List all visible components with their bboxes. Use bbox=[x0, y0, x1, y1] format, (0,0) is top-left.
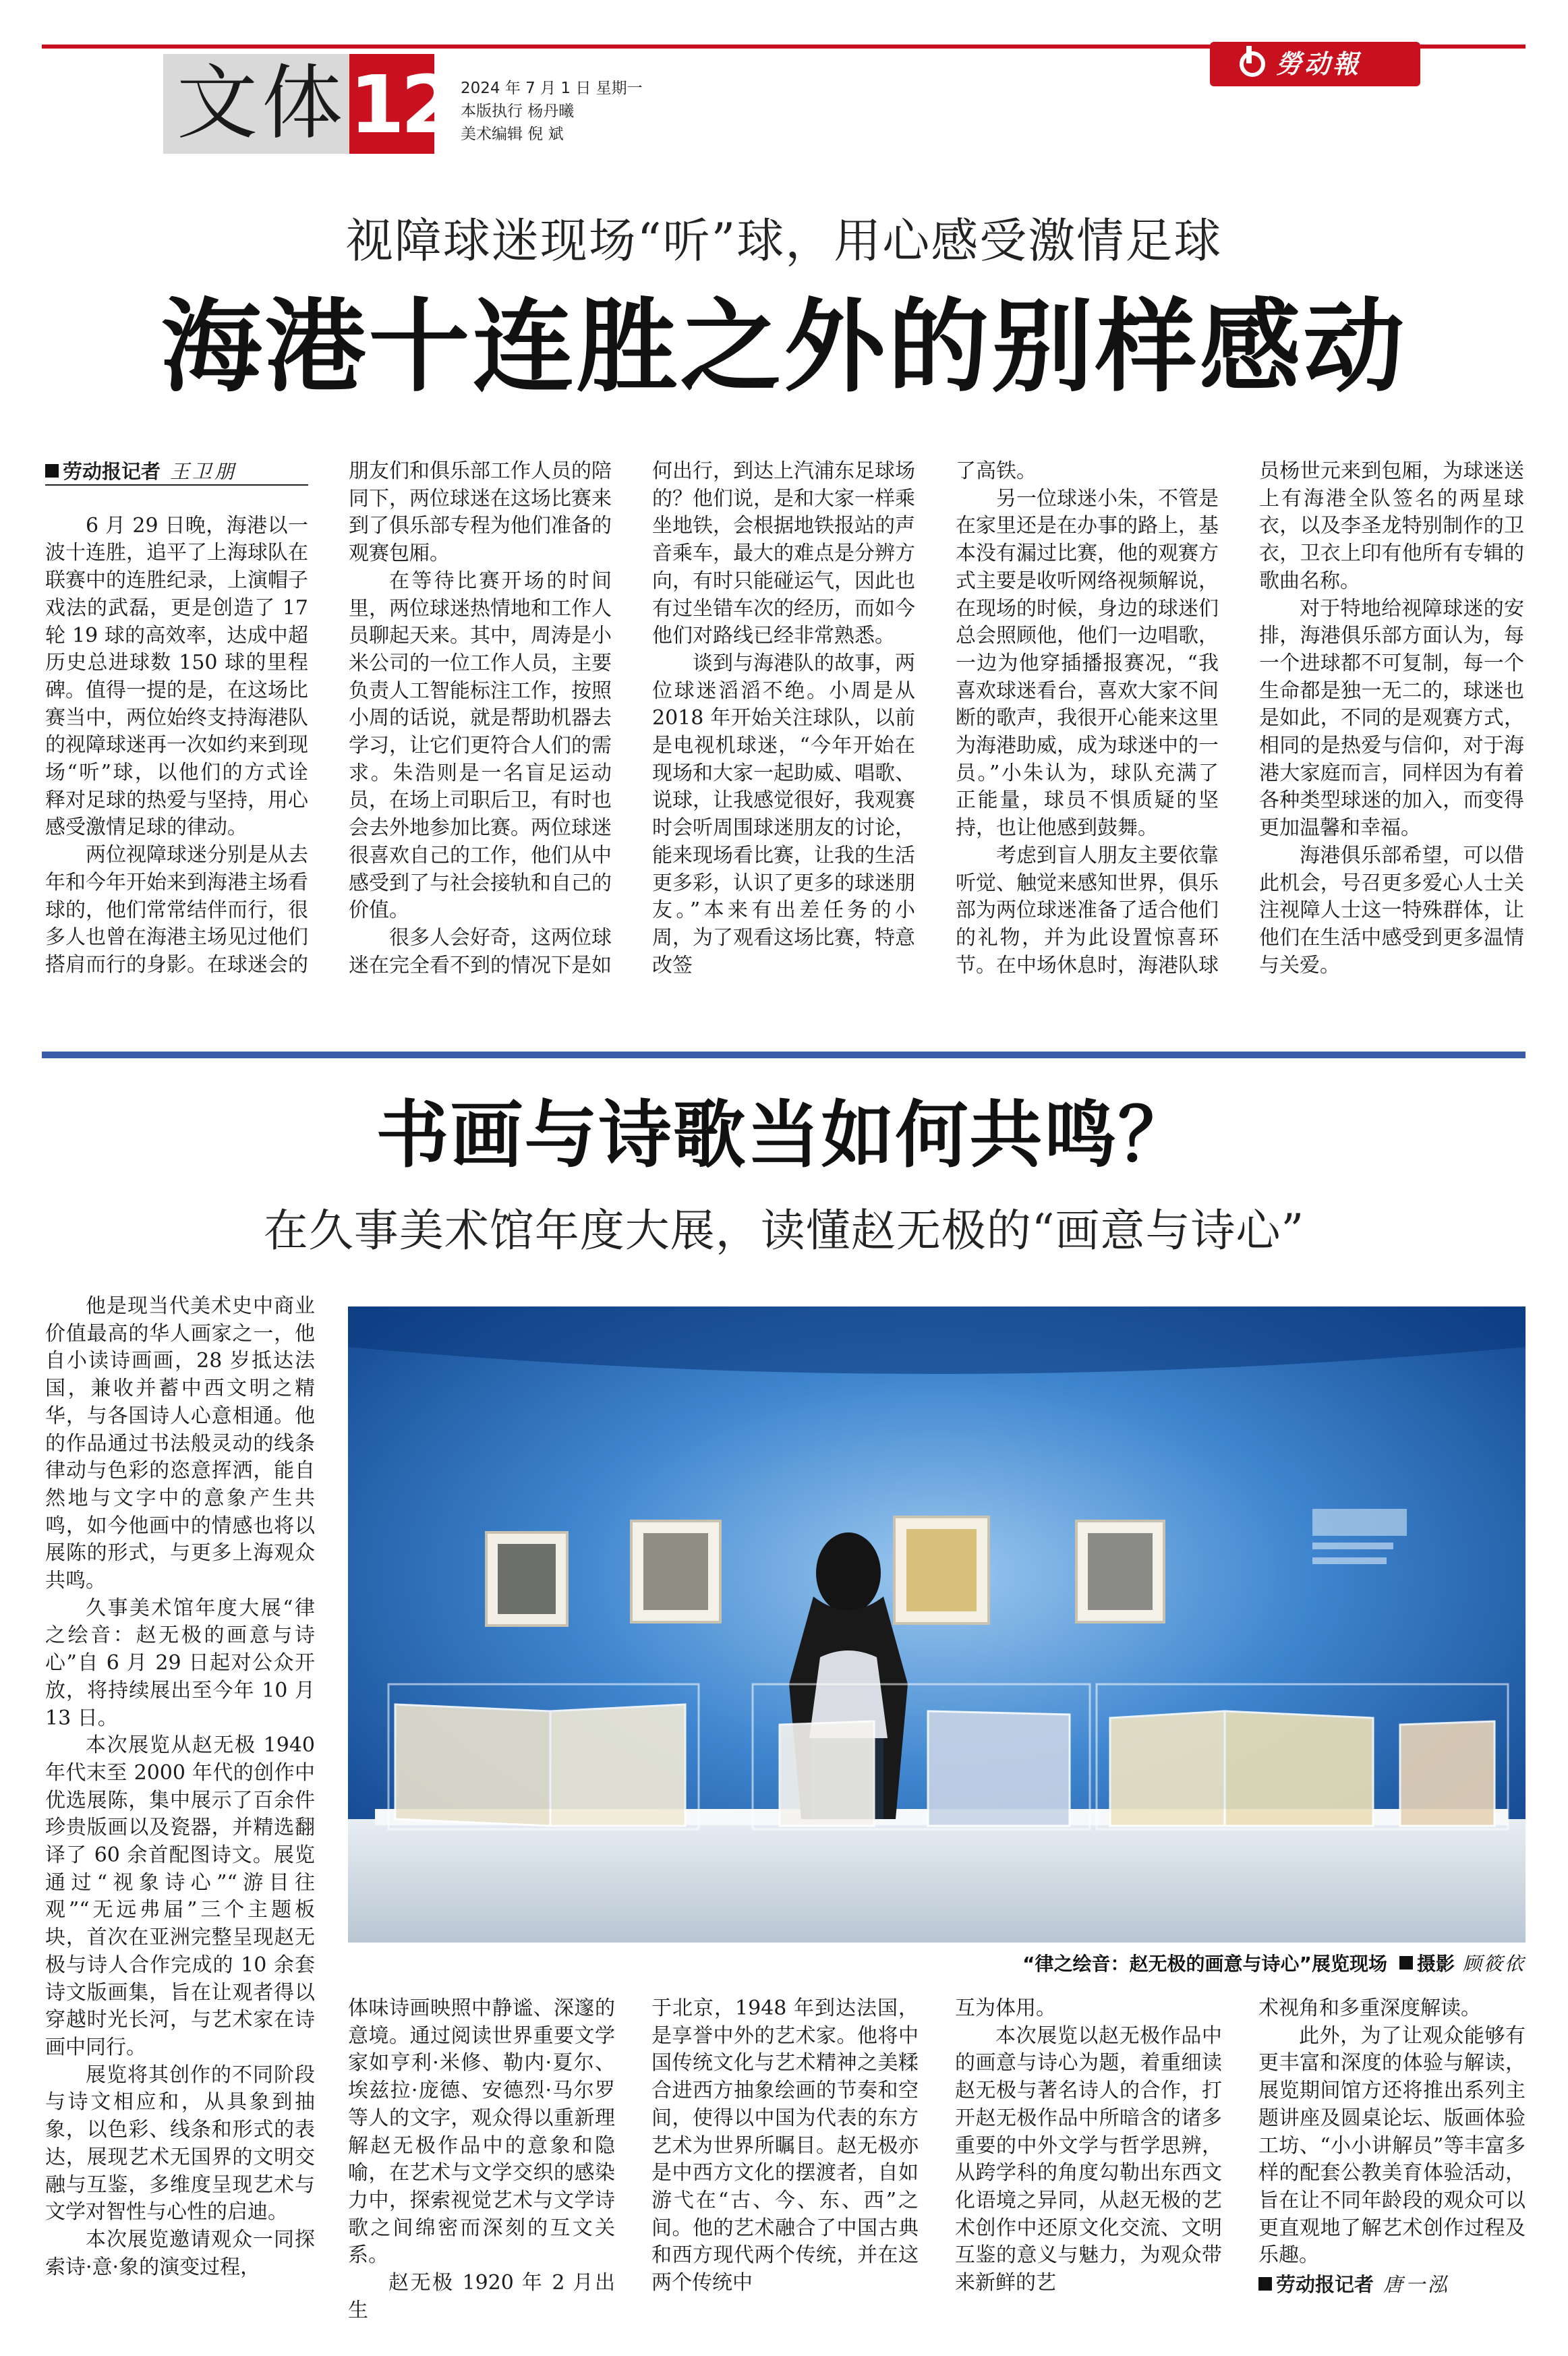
article2-column-1 bbox=[45, 1293, 315, 2281]
article2-subtitle: 在久事美术馆年度大展，读懂赵无极的“画意与诗心” bbox=[263, 1205, 1305, 1257]
paragraph: 本次展览以赵无极作品中的画意与诗心为题，着重细读赵无极与著名诗人的合作，打开赵无极作品中所暗含的诸多重要的中外文学与哲学思辨，从跨学科的角度勾勒出东西文化语境之异同，从赵无极的艺术创作中还原文化交流、文明互鉴的意义与魅力，为观众带来新鲜的艺 bbox=[955, 2023, 1222, 2295]
paragraph: 本次展览从赵无极 1940 年代末至 2000 年代的创作中优选展陈，集中展示了百余件珍贵版画以及瓷器，并精选翻译了 60 余首配图诗文。展览通过“视象诗心”“游目往观”“无远弗届”三个主题板块，首次在亚洲完整呈现赵无极与诗人合作完成的 10 余套诗文版画集，旨在让观者得以穿越时光长河，与艺术家在诗画中同行。 bbox=[45, 1733, 315, 2059]
article2-column-3 bbox=[651, 1995, 919, 2297]
paragraph: 久事美术馆年度大展“律之绘音：赵无极的画意与诗心”自 6 月 29 日起对公众开放，将持续展出至今年 10 月 13 日。 bbox=[45, 1596, 315, 1730]
paragraph: 体味诗画映照中静谧、深邃的意境。通过阅读世界重要文学家如亨利·米修、勒内·夏尔、埃兹拉·庞德、安德烈·马尔罗等人的文字，观众得以重新理解赵无极作品中的意象和隐喻，在艺术与文学交织的感染力中，探索视觉艺术与文学诗歌之间绵密而深刻的互文关系。 bbox=[348, 1996, 615, 2268]
article1-column-4 bbox=[956, 458, 1219, 979]
article2-byline: 劳动报记者 唐一泓 bbox=[1258, 2271, 1526, 2299]
paragraph: 展览将其创作的不同阶段与诗文相应和，从具象到抽象，以色彩、线条和形式的表达，展现艺术无国界的文明交融与互鉴，多维度呈现艺术与文学对智性与心性的启迪。 bbox=[45, 2063, 315, 2224]
page-number: 12 bbox=[349, 54, 434, 154]
article2-column-5 bbox=[1258, 1995, 1526, 2299]
article1-column-5 bbox=[1259, 458, 1524, 979]
paragraph: 术视角和多重深度解读。 bbox=[1258, 1996, 1481, 2020]
byline-underline bbox=[45, 484, 308, 486]
paragraph: 在等待比赛开场的时间里，两位球迷热情地和工作人员聊起天来。其中，周涛是小米公司的一位工作人员，主要负责人工智能标注工作，按照小周的话说，就是帮助机器去学习，让它们更符合人们的需求。朱浩则是一名盲足运动员，在场上司职后卫，有时也会去外地参加比赛。两位球迷很喜欢自己的工作，他们从中感受到了与社会接轨和自己的价值。 bbox=[349, 569, 612, 923]
paragraph: 何出行，到达上汽浦东足球场的？他们说，是和大家一样乘坐地铁，会根据地铁报站的声音乘车，最大的难点是分辨方向，有时只能碰运气，因此也有过坐错车次的经历，而如今他们对路线已经非常熟悉。 bbox=[652, 459, 915, 648]
paragraph: 另一位球迷小朱，不管是在家里还是在办事的路上，基本没有漏过比赛，他的观赛方式主要是收听网络视频解说，在现场的时候，身边的球迷们总会照顾他，他们一边唱歌，一边为他穿插播报赛况，“我喜欢球迷看台，喜欢大家不间断的歌声，我很开心能来这里为海港助威，成为球迷中的一员。”小朱认为，球队充满了正能量，球员不惧质疑的坚持，也让他感到鼓舞。 bbox=[956, 486, 1219, 840]
issue-date: 2024 年 7 月 1 日 星期一 bbox=[461, 80, 643, 97]
paragraph: 本次展览邀请观众一同探索诗·意·象的演变过程， bbox=[45, 2227, 315, 2279]
section-divider bbox=[42, 1052, 1526, 1058]
paragraph: 对于特地给视障球迷的安排，海港俱乐部方面认为，每一个进球都不可复制，每一个生命都是独一无二的，球迷也是如此，不同的是观赛方式，相同的是热爱与信仰，对于海港大家庭而言，同样因为有着各种类型球迷的加入，而变得更加温馨和幸福。 bbox=[1259, 596, 1524, 840]
article1-column-1 bbox=[45, 458, 308, 979]
article1-column-2 bbox=[349, 458, 612, 979]
paragraph: 两位视障球迷分别是从去年和今年开始来到海港主场看球的，他们常常结伴而行，很多人也曾在海港主场见过他们搭肩而行的身影。在球迷会的 bbox=[45, 843, 308, 977]
page-editor: 本版执行 杨丹曦 bbox=[461, 103, 575, 120]
page-meta bbox=[461, 77, 643, 146]
article1-subtitle: 视障球迷现场“听”球，用心感受激情足球 bbox=[345, 213, 1223, 268]
paragraph: 于北京，1948 年到达法国，是享誉中外的艺术家。他将中国传统文化与艺术精神之美糅合进西方抽象绘画的节奏和空间，使得以中国为代表的东方艺术为世界所瞩目。赵无极亦是中西方文化的摆渡者，自如游弋在“古、今、东、西”之间。他的艺术融合了中国古典和西方现代两个传统，并在这两个传统中 bbox=[651, 1996, 919, 2295]
paragraph: 很多人会好奇，这两位球迷在完全看不到的情况下是如 bbox=[349, 925, 612, 977]
brand-mark-icon bbox=[1240, 51, 1265, 77]
brand-name: 勞动報 bbox=[1276, 49, 1362, 79]
paragraph: 此外，为了让观众能够有更丰富和深度的体验与解读，展览期间馆方还将推出系列主题讲座及圆桌论坛、版画体验工坊、“小小讲解员”等丰富多样的配套公教美育体验活动，旨在让不同年龄段的观众可以更直观地了解艺术创作过程及乐趣。 bbox=[1258, 2023, 1526, 2268]
section-name: 文体 bbox=[177, 57, 347, 150]
article1-column-3 bbox=[652, 458, 915, 979]
paragraph: 赵无极 1920 年 2 月出生 bbox=[348, 2271, 615, 2322]
newspaper-brand-logo bbox=[1210, 42, 1420, 86]
paragraph: 海港俱乐部希望，可以借此机会，号召更多爱心人士关注视障人士这一特殊群体，让他们在生活中感受到更多温情与关爱。 bbox=[1259, 843, 1524, 977]
paragraph: 了高铁。 bbox=[956, 459, 1037, 483]
art-editor: 美术编辑 倪 斌 bbox=[461, 125, 564, 143]
paragraph: 互为体用。 bbox=[955, 1996, 1056, 2020]
article1-byline: 劳动报记者 王卫朋 bbox=[45, 458, 308, 486]
paragraph: 员杨世元来到包厢，为球迷送上有海港全队签名的两星球衣，以及李圣龙特别制作的卫衣，卫衣上印有他所有专辑的歌曲名称。 bbox=[1259, 459, 1524, 593]
paragraph: 他是现当代美术史中商业价值最高的华人画家之一，他自小读诗画画，28 岁抵达法国，兼收并蓄中西文明之精华，与各国诗人心意相通。他的作品通过书法般灵动的线条律动与色彩的恣意挥洒，能自然地与文字中的意象产生共鸣，如今他画中的情感也将以展陈的形式，与更多上海观众共鸣。 bbox=[45, 1294, 315, 1593]
paragraph: 考虑到盲人朋友主要依靠听觉、触觉来感知世界，俱乐部为两位球迷准备了适合他们的礼物，并为此设置惊喜环节。在中场休息时，海港队球 bbox=[956, 843, 1219, 977]
paragraph: 6 月 29 日晚，海港以一波十连胜，追平了上海球队在联赛中的连胜纪录，上演帽子戏法的武磊，更是创造了 17 轮 19 球的高效率，达成中超历史总进球数 150 球的里程碑。值得一提的是，在这场比赛当中，两位始终支持海港队的视障球迷再一次如约来到现场“听”球，以他们的方式诠释对足球的热爱与坚持，用心感受激情足球的律动。 bbox=[45, 513, 308, 840]
article2-title: 书画与诗歌当如何共鸣？ bbox=[376, 1093, 1192, 1178]
article2-column-4 bbox=[955, 1995, 1222, 2297]
paragraph: 朋友们和俱乐部工作人员的陪同下，两位球迷在这场比赛来到了俱乐部专程为他们准备的观赛包厢。 bbox=[349, 459, 612, 566]
exhibition-photo bbox=[348, 1306, 1526, 1943]
article2-column-2 bbox=[348, 1995, 615, 2324]
article1-title: 海港十连胜之外的别样感动 bbox=[161, 287, 1407, 406]
paragraph: 谈到与海港队的故事，两位球迷滔滔不绝。小周是从 2018 年开始关注球队，以前是电视机球迷，“今年开始在现场和大家一起助威、唱歌、说球，让我感觉很好，我观赛时会听周围球迷朋友的讨论，能来现场看比赛，让我的生活更多彩，认识了更多的球迷朋友。”本来有出差任务的小周，为了观看这场比赛，特意改签 bbox=[652, 651, 915, 977]
photo-caption: “律之绘音：赵无极的画意与诗心”展览现场 摄影 顾筱依 bbox=[1022, 1953, 1526, 1975]
